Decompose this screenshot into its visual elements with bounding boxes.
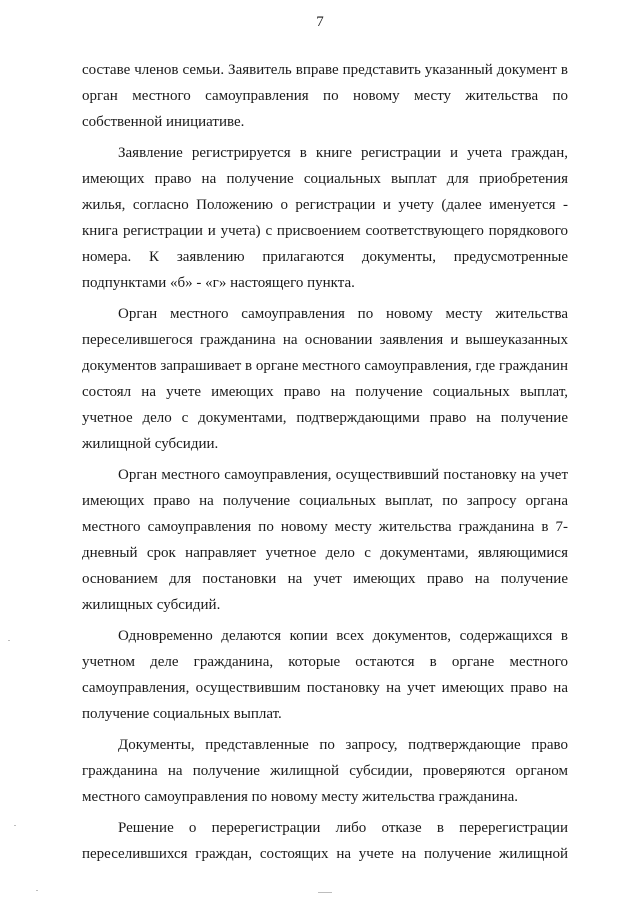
paragraph-2: Заявление регистрируется в книге регистрации и учета граждан, имеющих право на получение социальных выплат для приобретения жилья, согласно Положению о регистрации и учету (далее именуется - книга регистрации и учета) с присвоением соответствующего порядкового номера. К заявлению прилагаются документы, предусмотренные подпунктами «б» - «г» настоящего пункта. <box>82 145 568 291</box>
paragraph-6: Документы, представленные по запросу, подтверждающие право гражданина на получение жилищной субсидии, проверяются органом местного самоуправления по новому месту жительства гражданина. <box>82 737 568 805</box>
scan-speck <box>14 825 16 826</box>
paragraph-3: Орган местного самоуправления по новому месту жительства переселившегося гражданина на основании заявления и вышеуказанных документов запрашивает в органе местного самоуправления, где гражданин состоял на учете имеющих право на получение социальных выплат, учетное дело с документами, подтверждающими право на получение жилищной субсидии. <box>82 306 568 452</box>
document-body <box>82 57 568 867</box>
paragraph-5: Одновременно делаются копии всех документов, содержащихся в учетном деле гражданина, которые остаются в органе местного самоуправления, осуществившим постановку на учет имеющих право на получение социальных выплат. <box>82 628 568 722</box>
paragraph-4: Орган местного самоуправления, осуществивший постановку на учет имеющих право на получение социальных выплат, по запросу органа местного самоуправления по новому месту жительства гражданина в 7-дневный срок направляет учетное дело с документами, являющимися основанием для постановки на учет имеющих право на получение жилищных субсидий. <box>82 467 568 613</box>
paragraph-1: составе членов семьи. Заявитель вправе представить указанный документ в орган местного самоуправления по новому месту жительства по собственной инициативе. <box>82 62 568 130</box>
scan-speck <box>36 890 38 891</box>
scan-speck <box>8 640 10 641</box>
page-number: 7 <box>316 14 324 30</box>
paragraph-7: Решение о перерегистрации либо отказе в перерегистрации переселившихся граждан, состоящих на учете на получение жилищной <box>82 820 568 862</box>
scan-speck <box>318 892 332 893</box>
